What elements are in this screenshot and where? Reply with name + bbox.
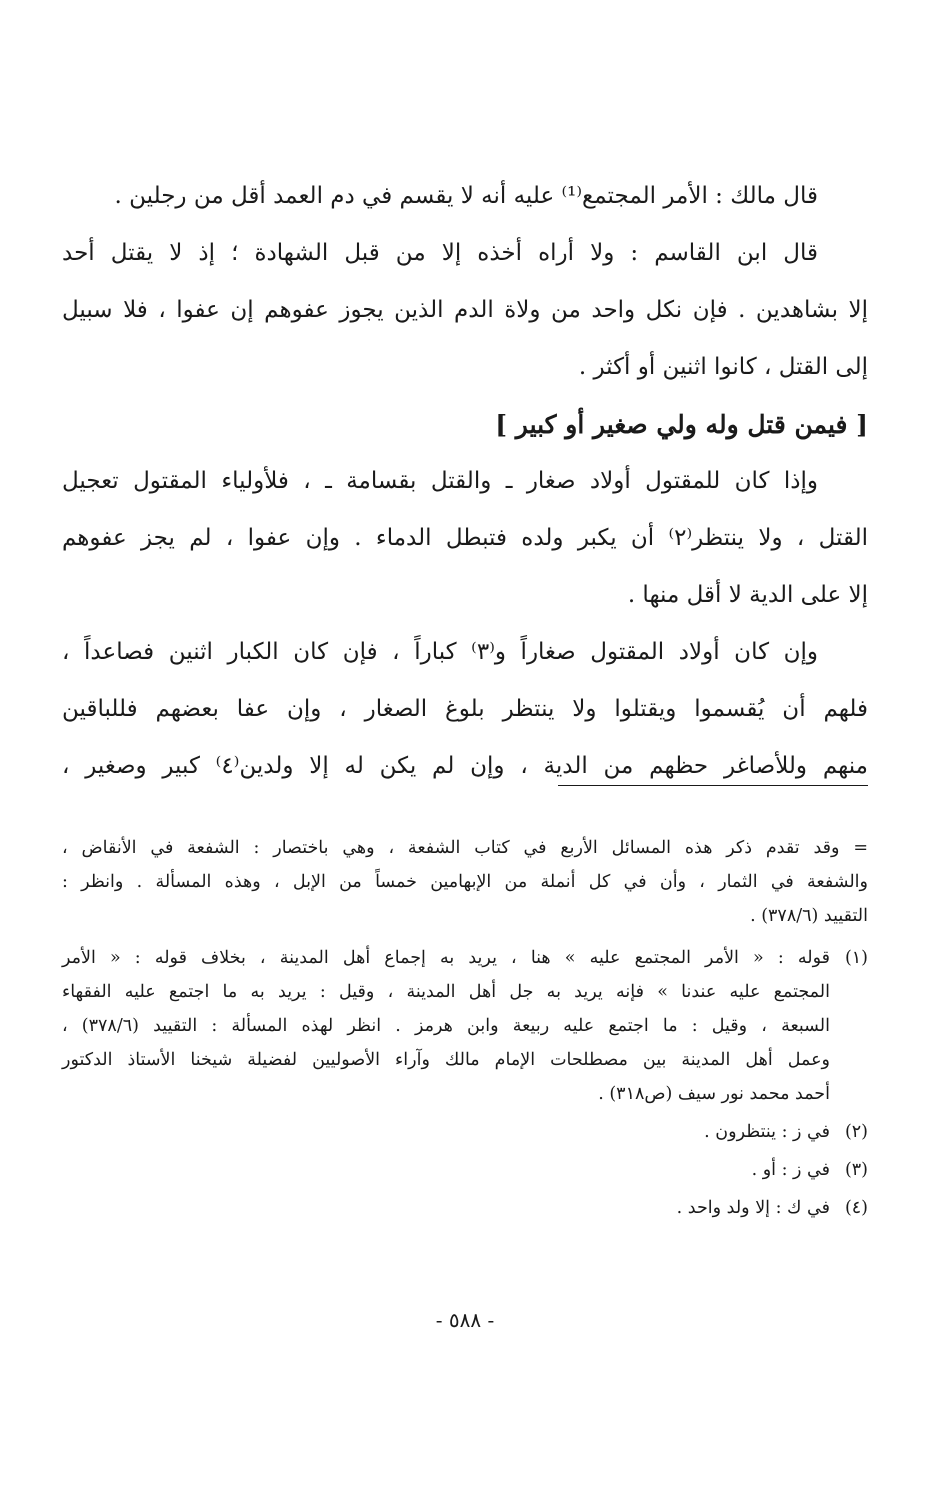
footnote-number: (٣) — [844, 1160, 868, 1180]
footnote-4 — [62, 1191, 868, 1225]
footnote-line: قوله : « الأمر المجتمع عليه » هنا ، يريد به إجماع أهل المدينة ، بخلاف قوله : « الأمر — [62, 948, 830, 968]
text-line: القتل ، ولا ينتظر⁽٢⁾ أن يكبر ولده فتبطل الدماء . وإن عفوا ، لم يجز عفوهم — [62, 525, 868, 551]
footnotes — [62, 831, 868, 1225]
text-line: قال ابن القاسم : ولا أراه أخذه إلا من قبل الشهادة ؛ إذ لا يقتل أحد — [62, 240, 818, 266]
footnote-text: في ز : ينتظرون . — [704, 1122, 830, 1142]
text-line: وإن كان أولاد المقتول صغاراً و⁽٣⁾ كباراً ، فإن كان الكبار اثنين فصاعداً ، — [62, 639, 818, 665]
page-number: - ٥٨٨ - — [435, 1308, 495, 1332]
footnote-line: المجتمع عليه عندنا » فإنه يريد به جل أهل المدينة ، وقيل : يريد به ما اجتمع عليه الفقهاء — [62, 982, 830, 1002]
footnote-line: التقييد (٣٧٨/٦) . — [750, 906, 868, 926]
page-body — [62, 168, 868, 1493]
footnote-line: = وقد تقدم ذكر هذه المسائل الأربع في كتاب الشفعة ، وهي باختصار : الشفعة في الأنقاض ، — [62, 838, 868, 858]
text-line: فلهم أن يُقسموا ويقتلوا ولا ينتظر بلوغ الصغار ، وإن عفا بعضهم فللباقين — [62, 696, 868, 722]
footnote-3 — [62, 1153, 868, 1187]
text-line: منهم وللأصاغر حظهم من الدية ، وإن لم يكن له إلا ولدين⁽٤⁾ كبير وصغير ، — [62, 753, 868, 779]
footnote-line: وعمل أهل المدينة بين مصطلحات الإمام مالك وآراء الأصوليين لفضيلة شيخنا الأستاذ الدكتور — [62, 1050, 830, 1070]
footnote-line: والشفعة في الثمار ، وأن في كل أنملة من الإبهامين خمساً من الإبل ، وهذه المسألة . وانظر : — [62, 872, 868, 892]
footnote-number: (٤) — [844, 1198, 868, 1218]
text-line: إلى القتل ، كانوا اثنين أو أكثر . — [578, 354, 868, 380]
footnote-number: (١) — [844, 948, 868, 968]
footnote-number: (٢) — [844, 1122, 868, 1142]
text-line: وإذا كان للمقتول أولاد صغار ـ والقتل بقسامة ـ ، فلأولياء المقتول تعجيل — [62, 468, 818, 494]
text-line: إلا بشاهدين . فإن نكل واحد من ولاة الدم الذين يجوز عفوهم إن عفوا ، فلا سبيل — [62, 297, 868, 323]
footnote-text: في ز : أو . — [751, 1160, 830, 1180]
text-line: قال مالك : الأمر المجتمع⁽¹⁾ عليه أنه لا يقسم في دم العمد أقل من رجلين . — [114, 183, 818, 209]
section-heading: [ فيمن قتل وله ولي صغير أو كبير ] — [495, 410, 868, 439]
footnote-1 — [62, 941, 868, 975]
footnote-2 — [62, 1115, 868, 1149]
text-line: إلا على الدية لا أقل منها . — [627, 582, 868, 608]
footnote-separator — [558, 785, 868, 786]
footnote-text: في ك : إلا ولد واحد . — [676, 1198, 830, 1218]
footnote-line: السبعة ، وقيل : ما اجتمع عليه ربيعة وابن هرمز . انظر لهذه المسألة : التقييد (٣٧٨/٦) ، — [62, 1016, 830, 1036]
footnote-line: أحمد محمد نور سيف (ص٣١٨) . — [598, 1084, 830, 1104]
